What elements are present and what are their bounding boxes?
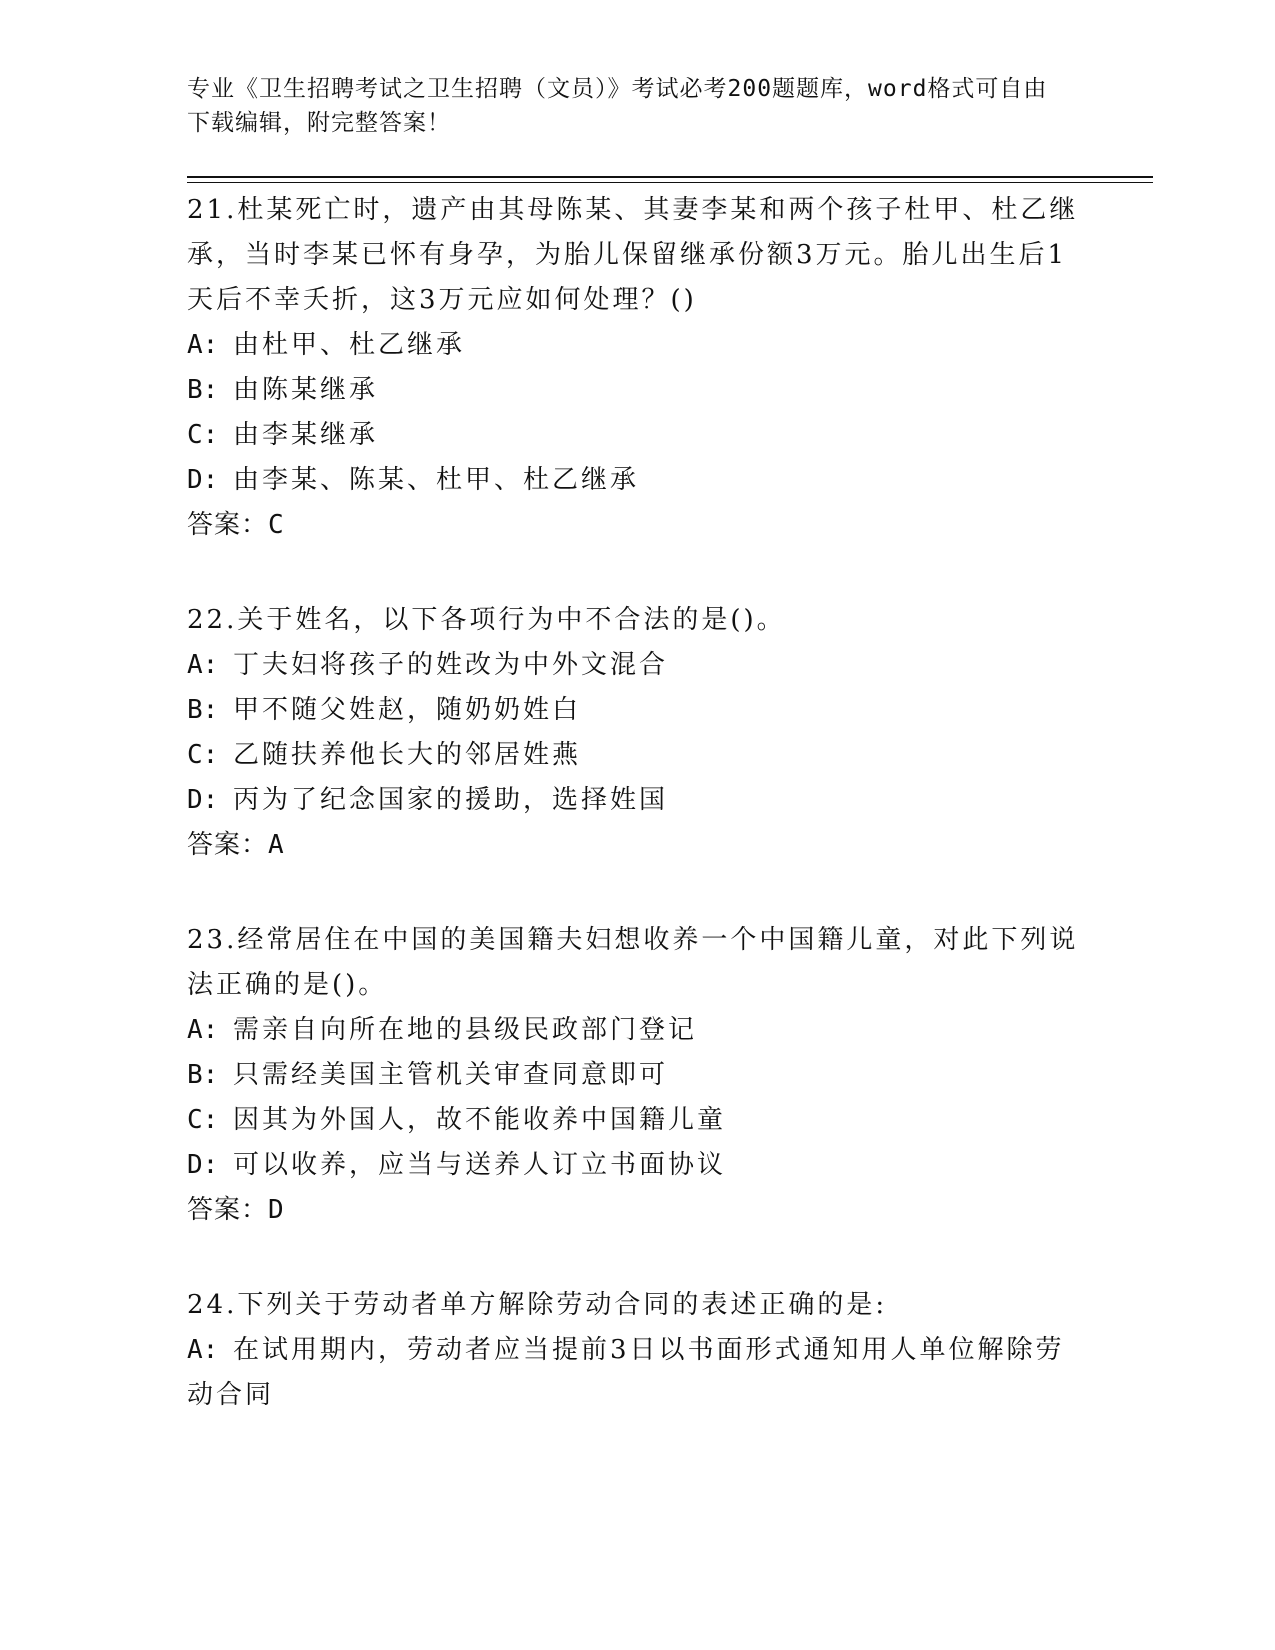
option-text: 因其为外国人，故不能收养中国籍儿童: [233, 1105, 727, 1135]
option-b: [187, 368, 1087, 413]
header-text: 专业《卫生招聘考试之卫生招聘（文员）》考试必考200题题库，word格式可自由下载编辑，附完整答案！: [187, 76, 1048, 136]
option-text: 由杜甲、杜乙继承: [233, 330, 466, 360]
option-d: [187, 1143, 1087, 1188]
option-text: 乙随扶养他长大的邻居姓燕: [233, 740, 582, 770]
option-text: 由李某继承: [233, 420, 379, 450]
option-text: 在试用期内，劳动者应当提前3日以书面形式通知用人单位解除劳动合同: [187, 1335, 1065, 1410]
option-b: [187, 688, 1087, 733]
answer-line: [187, 823, 1087, 868]
option-letter: C:: [187, 420, 219, 450]
option-text: 丁夫妇将孩子的姓改为中外文混合: [233, 650, 669, 680]
option-a: [187, 643, 1087, 688]
option-text: 只需经美国主管机关审查同意即可: [233, 1060, 669, 1090]
question-22: [187, 598, 1087, 868]
option-letter: A:: [187, 1015, 219, 1045]
option-c: [187, 1098, 1087, 1143]
option-text: 需亲自向所在地的县级民政部门登记: [233, 1015, 698, 1045]
option-letter: D:: [187, 1150, 219, 1180]
option-d: [187, 778, 1087, 823]
option-letter: A:: [187, 1335, 219, 1365]
answer-line: [187, 503, 1087, 548]
option-letter: C:: [187, 1105, 219, 1135]
option-letter: A:: [187, 650, 219, 680]
option-c: [187, 413, 1087, 458]
option-d: [187, 458, 1087, 503]
option-a: [187, 323, 1087, 368]
question-21: [187, 188, 1087, 548]
option-text: 由李某、陈某、杜甲、杜乙继承: [233, 465, 640, 495]
option-a: [187, 1328, 1087, 1418]
answer-label: 答案：: [187, 1195, 269, 1225]
question-stem: 21.杜某死亡时，遗产由其母陈某、其妻李某和两个孩子杜甲、杜乙继承，当时李某已怀有身孕，为胎儿保留继承份额3万元。胎儿出生后1天后不幸夭折，这3万元应如何处理？(): [187, 195, 1079, 315]
question-24: [187, 1283, 1087, 1418]
answer-value: A: [268, 830, 285, 860]
answer-label: 答案：: [187, 510, 269, 540]
question-23: [187, 918, 1087, 1233]
question-stem: 23.经常居住在中国的美国籍夫妇想收养一个中国籍儿童，对此下列说法正确的是()。: [187, 925, 1079, 1000]
option-letter: A:: [187, 330, 219, 360]
question-stem: 24.下列关于劳动者单方解除劳动合同的表述正确的是:: [187, 1290, 888, 1320]
answer-label: 答案：: [187, 830, 269, 860]
answer-value: C: [268, 510, 285, 540]
option-letter: D:: [187, 465, 219, 495]
option-text: 甲不随父姓赵，随奶奶姓白: [233, 695, 582, 725]
option-letter: C:: [187, 740, 219, 770]
question-stem: 22.关于姓名，以下各项行为中不合法的是()。: [187, 605, 786, 635]
option-b: [187, 1053, 1087, 1098]
option-text: 可以收养，应当与送养人订立书面协议: [233, 1150, 727, 1180]
option-letter: D:: [187, 785, 219, 815]
option-letter: B:: [187, 1060, 219, 1090]
option-text: 由陈某继承: [233, 375, 379, 405]
header-divider-thin: [187, 182, 1153, 183]
answer-value: D: [268, 1195, 285, 1225]
option-a: [187, 1008, 1087, 1053]
question-list: [187, 188, 1087, 1468]
header-divider-thick: [187, 176, 1153, 178]
option-c: [187, 733, 1087, 778]
option-letter: B:: [187, 375, 219, 405]
document-header: [187, 72, 1067, 140]
answer-line: [187, 1188, 1087, 1233]
option-letter: B:: [187, 695, 219, 725]
option-text: 丙为了纪念国家的援助，选择姓国: [233, 785, 669, 815]
